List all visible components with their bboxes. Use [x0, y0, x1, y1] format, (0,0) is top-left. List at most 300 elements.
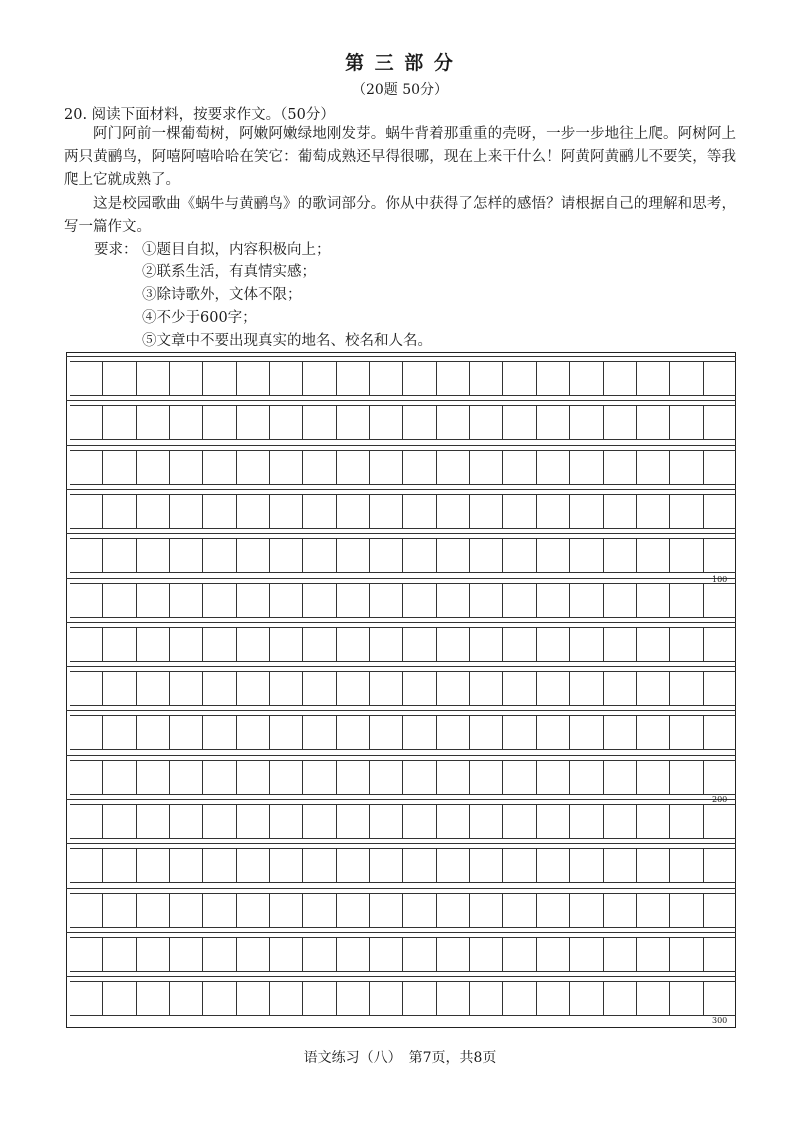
grid-cell[interactable]	[169, 982, 202, 1015]
grid-cell[interactable]	[603, 805, 636, 838]
grid-cell[interactable]	[402, 805, 435, 838]
grid-cell[interactable]	[669, 894, 702, 927]
grid-cell[interactable]	[269, 672, 302, 705]
grid-cell[interactable]	[603, 406, 636, 439]
grid-cell[interactable]	[536, 938, 569, 971]
grid-cell[interactable]	[269, 584, 302, 617]
grid-cell[interactable]	[603, 894, 636, 927]
grid-cell[interactable]	[502, 849, 535, 882]
grid-cell[interactable]	[669, 584, 702, 617]
grid-cell[interactable]	[102, 716, 135, 749]
grid-cell[interactable]	[269, 451, 302, 484]
grid-cell[interactable]	[436, 805, 469, 838]
grid-cell[interactable]	[136, 495, 169, 528]
grid-cell[interactable]	[102, 539, 135, 572]
grid-cell[interactable]	[202, 539, 235, 572]
grid-cell[interactable]	[369, 982, 402, 1015]
grid-cell[interactable]	[336, 406, 369, 439]
grid-cell[interactable]	[569, 451, 602, 484]
grid-cell[interactable]	[169, 672, 202, 705]
grid-cell[interactable]	[236, 849, 269, 882]
grid-cell[interactable]	[336, 628, 369, 661]
grid-cell[interactable]	[669, 805, 702, 838]
grid-cell[interactable]	[436, 451, 469, 484]
grid-cell[interactable]	[202, 584, 235, 617]
grid-cell[interactable]	[102, 584, 135, 617]
grid-cell[interactable]	[603, 628, 636, 661]
grid-cell[interactable]	[502, 761, 535, 794]
grid-cell[interactable]	[703, 805, 736, 838]
grid-cell[interactable]	[469, 716, 502, 749]
grid-cell[interactable]	[569, 406, 602, 439]
grid-cell[interactable]	[369, 672, 402, 705]
grid-cell[interactable]	[269, 362, 302, 395]
grid-cell[interactable]	[336, 716, 369, 749]
grid-cell[interactable]	[236, 716, 269, 749]
grid-cell[interactable]	[302, 849, 335, 882]
grid-cell[interactable]	[136, 982, 169, 1015]
grid-cell[interactable]	[669, 761, 702, 794]
grid-cell[interactable]	[102, 982, 135, 1015]
grid-cell[interactable]	[669, 628, 702, 661]
grid-cell[interactable]	[669, 672, 702, 705]
grid-cell[interactable]	[436, 849, 469, 882]
grid-cell[interactable]	[369, 628, 402, 661]
grid-cell[interactable]	[169, 938, 202, 971]
grid-cell[interactable]	[369, 805, 402, 838]
grid-cell[interactable]	[169, 849, 202, 882]
grid-cell[interactable]	[502, 716, 535, 749]
grid-cell[interactable]	[502, 495, 535, 528]
grid-cell[interactable]	[569, 628, 602, 661]
grid-cell[interactable]	[102, 495, 135, 528]
grid-cell[interactable]	[70, 406, 102, 439]
grid-cell[interactable]	[236, 539, 269, 572]
grid-cell[interactable]	[136, 362, 169, 395]
grid-cell[interactable]	[202, 894, 235, 927]
grid-cell[interactable]	[469, 406, 502, 439]
grid-cell[interactable]	[436, 628, 469, 661]
grid-cell[interactable]	[703, 982, 736, 1015]
grid-cell[interactable]	[536, 849, 569, 882]
grid-cell[interactable]	[136, 628, 169, 661]
grid-cell[interactable]	[703, 406, 736, 439]
grid-cell[interactable]	[269, 628, 302, 661]
grid-cell[interactable]	[369, 761, 402, 794]
grid-cell[interactable]	[502, 362, 535, 395]
grid-cell[interactable]	[469, 672, 502, 705]
grid-cell[interactable]	[603, 849, 636, 882]
grid-cell[interactable]	[102, 406, 135, 439]
grid-cell[interactable]	[536, 451, 569, 484]
grid-cell[interactable]	[269, 894, 302, 927]
grid-cell[interactable]	[402, 716, 435, 749]
grid-cell[interactable]	[202, 761, 235, 794]
grid-cell[interactable]	[603, 584, 636, 617]
grid-cell[interactable]	[236, 362, 269, 395]
grid-cell[interactable]	[369, 495, 402, 528]
grid-cell[interactable]	[336, 982, 369, 1015]
grid-cell[interactable]	[336, 362, 369, 395]
grid-cell[interactable]	[102, 805, 135, 838]
grid-cell[interactable]	[336, 451, 369, 484]
grid-cell[interactable]	[70, 628, 102, 661]
grid-cell[interactable]	[569, 849, 602, 882]
grid-cell[interactable]	[669, 495, 702, 528]
grid-cell[interactable]	[569, 672, 602, 705]
grid-cell[interactable]	[569, 584, 602, 617]
grid-cell[interactable]	[436, 761, 469, 794]
grid-cell[interactable]	[536, 362, 569, 395]
grid-cell[interactable]	[202, 849, 235, 882]
grid-cell[interactable]	[636, 761, 669, 794]
grid-cell[interactable]	[703, 849, 736, 882]
grid-cell[interactable]	[169, 716, 202, 749]
grid-cell[interactable]	[469, 805, 502, 838]
grid-cell[interactable]	[169, 539, 202, 572]
grid-cell[interactable]	[236, 672, 269, 705]
grid-cell[interactable]	[569, 716, 602, 749]
grid-cell[interactable]	[336, 938, 369, 971]
grid-cell[interactable]	[402, 982, 435, 1015]
grid-cell[interactable]	[402, 406, 435, 439]
grid-cell[interactable]	[302, 716, 335, 749]
grid-cell[interactable]	[469, 539, 502, 572]
grid-cell[interactable]	[236, 938, 269, 971]
grid-cell[interactable]	[603, 539, 636, 572]
grid-cell[interactable]	[669, 716, 702, 749]
grid-cell[interactable]	[269, 982, 302, 1015]
grid-cell[interactable]	[569, 539, 602, 572]
grid-cell[interactable]	[502, 938, 535, 971]
grid-cell[interactable]	[169, 495, 202, 528]
grid-cell[interactable]	[202, 805, 235, 838]
grid-cell[interactable]	[402, 672, 435, 705]
grid-cell[interactable]	[603, 938, 636, 971]
grid-cell[interactable]	[70, 938, 102, 971]
grid-cell[interactable]	[402, 761, 435, 794]
grid-cell[interactable]	[703, 362, 736, 395]
grid-cell[interactable]	[536, 539, 569, 572]
grid-cell[interactable]	[502, 672, 535, 705]
grid-cell[interactable]	[202, 406, 235, 439]
grid-cell[interactable]	[469, 982, 502, 1015]
grid-cell[interactable]	[169, 894, 202, 927]
grid-cell[interactable]	[302, 894, 335, 927]
grid-cell[interactable]	[236, 584, 269, 617]
grid-cell[interactable]	[402, 584, 435, 617]
grid-cell[interactable]	[469, 849, 502, 882]
grid-cell[interactable]	[136, 451, 169, 484]
grid-cell[interactable]	[102, 894, 135, 927]
grid-cell[interactable]	[269, 805, 302, 838]
grid-cell[interactable]	[703, 628, 736, 661]
grid-cell[interactable]	[536, 805, 569, 838]
grid-cell[interactable]	[269, 938, 302, 971]
grid-cell[interactable]	[436, 716, 469, 749]
grid-cell[interactable]	[603, 716, 636, 749]
grid-cell[interactable]	[402, 628, 435, 661]
grid-cell[interactable]	[402, 894, 435, 927]
grid-cell[interactable]	[536, 584, 569, 617]
grid-cell[interactable]	[436, 938, 469, 971]
grid-cell[interactable]	[703, 938, 736, 971]
grid-cell[interactable]	[703, 539, 736, 572]
grid-cell[interactable]	[536, 406, 569, 439]
grid-cell[interactable]	[70, 761, 102, 794]
grid-cell[interactable]	[703, 584, 736, 617]
grid-cell[interactable]	[236, 406, 269, 439]
grid-cell[interactable]	[336, 805, 369, 838]
grid-cell[interactable]	[102, 761, 135, 794]
grid-cell[interactable]	[502, 628, 535, 661]
grid-cell[interactable]	[202, 362, 235, 395]
grid-cell[interactable]	[603, 672, 636, 705]
grid-cell[interactable]	[636, 584, 669, 617]
grid-cell[interactable]	[70, 672, 102, 705]
grid-cell[interactable]	[436, 495, 469, 528]
grid-cell[interactable]	[169, 761, 202, 794]
grid-cell[interactable]	[302, 628, 335, 661]
grid-cell[interactable]	[703, 716, 736, 749]
grid-cell[interactable]	[402, 938, 435, 971]
grid-cell[interactable]	[202, 982, 235, 1015]
grid-cell[interactable]	[502, 451, 535, 484]
grid-cell[interactable]	[302, 982, 335, 1015]
grid-cell[interactable]	[236, 805, 269, 838]
grid-cell[interactable]	[70, 451, 102, 484]
grid-cell[interactable]	[502, 406, 535, 439]
grid-cell[interactable]	[703, 761, 736, 794]
grid-cell[interactable]	[302, 495, 335, 528]
grid-cell[interactable]	[636, 406, 669, 439]
grid-cell[interactable]	[169, 362, 202, 395]
grid-cell[interactable]	[502, 982, 535, 1015]
grid-cell[interactable]	[469, 362, 502, 395]
grid-cell[interactable]	[569, 805, 602, 838]
grid-cell[interactable]	[436, 894, 469, 927]
grid-cell[interactable]	[236, 982, 269, 1015]
grid-cell[interactable]	[469, 761, 502, 794]
grid-cell[interactable]	[236, 495, 269, 528]
grid-cell[interactable]	[136, 406, 169, 439]
grid-cell[interactable]	[269, 539, 302, 572]
grid-cell[interactable]	[236, 628, 269, 661]
grid-cell[interactable]	[302, 451, 335, 484]
grid-cell[interactable]	[102, 849, 135, 882]
grid-cell[interactable]	[136, 849, 169, 882]
grid-cell[interactable]	[70, 495, 102, 528]
grid-cell[interactable]	[336, 672, 369, 705]
grid-cell[interactable]	[302, 938, 335, 971]
grid-cell[interactable]	[236, 451, 269, 484]
grid-cell[interactable]	[636, 938, 669, 971]
grid-cell[interactable]	[169, 805, 202, 838]
grid-cell[interactable]	[569, 495, 602, 528]
grid-cell[interactable]	[302, 584, 335, 617]
grid-cell[interactable]	[536, 982, 569, 1015]
grid-cell[interactable]	[169, 451, 202, 484]
grid-cell[interactable]	[636, 894, 669, 927]
grid-cell[interactable]	[369, 539, 402, 572]
grid-cell[interactable]	[302, 672, 335, 705]
grid-cell[interactable]	[102, 938, 135, 971]
grid-cell[interactable]	[236, 894, 269, 927]
grid-cell[interactable]	[269, 406, 302, 439]
grid-cell[interactable]	[603, 451, 636, 484]
grid-cell[interactable]	[502, 805, 535, 838]
grid-cell[interactable]	[369, 406, 402, 439]
grid-cell[interactable]	[136, 761, 169, 794]
grid-cell[interactable]	[70, 584, 102, 617]
grid-cell[interactable]	[402, 849, 435, 882]
grid-cell[interactable]	[636, 628, 669, 661]
grid-cell[interactable]	[336, 495, 369, 528]
grid-cell[interactable]	[136, 672, 169, 705]
grid-cell[interactable]	[669, 362, 702, 395]
grid-cell[interactable]	[369, 894, 402, 927]
grid-cell[interactable]	[202, 495, 235, 528]
grid-cell[interactable]	[169, 628, 202, 661]
grid-cell[interactable]	[336, 894, 369, 927]
grid-cell[interactable]	[636, 672, 669, 705]
grid-cell[interactable]	[469, 894, 502, 927]
grid-cell[interactable]	[469, 938, 502, 971]
grid-cell[interactable]	[469, 495, 502, 528]
grid-cell[interactable]	[436, 539, 469, 572]
grid-cell[interactable]	[202, 628, 235, 661]
grid-cell[interactable]	[336, 584, 369, 617]
grid-cell[interactable]	[669, 849, 702, 882]
grid-cell[interactable]	[336, 539, 369, 572]
grid-cell[interactable]	[302, 362, 335, 395]
grid-cell[interactable]	[436, 672, 469, 705]
grid-cell[interactable]	[302, 406, 335, 439]
grid-cell[interactable]	[269, 849, 302, 882]
grid-cell[interactable]	[502, 584, 535, 617]
grid-cell[interactable]	[102, 362, 135, 395]
grid-cell[interactable]	[136, 805, 169, 838]
grid-cell[interactable]	[169, 406, 202, 439]
grid-cell[interactable]	[703, 451, 736, 484]
grid-cell[interactable]	[136, 584, 169, 617]
grid-cell[interactable]	[469, 451, 502, 484]
grid-cell[interactable]	[436, 982, 469, 1015]
grid-cell[interactable]	[369, 849, 402, 882]
grid-cell[interactable]	[102, 628, 135, 661]
grid-cell[interactable]	[536, 716, 569, 749]
grid-cell[interactable]	[636, 716, 669, 749]
grid-cell[interactable]	[636, 362, 669, 395]
grid-cell[interactable]	[603, 362, 636, 395]
grid-cell[interactable]	[402, 495, 435, 528]
grid-cell[interactable]	[269, 716, 302, 749]
grid-cell[interactable]	[202, 672, 235, 705]
grid-cell[interactable]	[202, 938, 235, 971]
grid-cell[interactable]	[569, 362, 602, 395]
grid-cell[interactable]	[402, 539, 435, 572]
grid-cell[interactable]	[436, 406, 469, 439]
grid-cell[interactable]	[636, 451, 669, 484]
grid-cell[interactable]	[102, 672, 135, 705]
grid-cell[interactable]	[136, 716, 169, 749]
grid-cell[interactable]	[636, 849, 669, 882]
grid-cell[interactable]	[336, 761, 369, 794]
grid-cell[interactable]	[603, 495, 636, 528]
grid-cell[interactable]	[569, 938, 602, 971]
grid-cell[interactable]	[636, 495, 669, 528]
grid-cell[interactable]	[369, 584, 402, 617]
grid-cell[interactable]	[302, 761, 335, 794]
grid-cell[interactable]	[70, 716, 102, 749]
grid-cell[interactable]	[502, 894, 535, 927]
grid-cell[interactable]	[336, 849, 369, 882]
grid-cell[interactable]	[569, 761, 602, 794]
grid-cell[interactable]	[269, 761, 302, 794]
grid-cell[interactable]	[536, 672, 569, 705]
grid-cell[interactable]	[70, 894, 102, 927]
grid-cell[interactable]	[569, 894, 602, 927]
grid-cell[interactable]	[369, 451, 402, 484]
grid-cell[interactable]	[536, 495, 569, 528]
grid-cell[interactable]	[536, 894, 569, 927]
grid-cell[interactable]	[669, 938, 702, 971]
grid-cell[interactable]	[669, 539, 702, 572]
grid-cell[interactable]	[70, 539, 102, 572]
grid-cell[interactable]	[469, 628, 502, 661]
grid-cell[interactable]	[669, 406, 702, 439]
grid-cell[interactable]	[236, 761, 269, 794]
grid-cell[interactable]	[70, 982, 102, 1015]
grid-cell[interactable]	[402, 451, 435, 484]
grid-cell[interactable]	[536, 628, 569, 661]
grid-cell[interactable]	[669, 451, 702, 484]
grid-cell[interactable]	[169, 584, 202, 617]
grid-cell[interactable]	[136, 539, 169, 572]
grid-cell[interactable]	[603, 761, 636, 794]
grid-cell[interactable]	[369, 938, 402, 971]
grid-cell[interactable]	[436, 362, 469, 395]
grid-cell[interactable]	[703, 672, 736, 705]
grid-cell[interactable]	[436, 584, 469, 617]
grid-cell[interactable]	[136, 938, 169, 971]
grid-cell[interactable]	[302, 805, 335, 838]
grid-cell[interactable]	[369, 362, 402, 395]
grid-cell[interactable]	[202, 451, 235, 484]
grid-cell[interactable]	[469, 584, 502, 617]
grid-cell[interactable]	[502, 539, 535, 572]
grid-cell[interactable]	[402, 362, 435, 395]
grid-cell[interactable]	[536, 761, 569, 794]
grid-cell[interactable]	[202, 716, 235, 749]
grid-cell[interactable]	[70, 805, 102, 838]
grid-cell[interactable]	[70, 849, 102, 882]
grid-cell[interactable]	[703, 894, 736, 927]
grid-cell[interactable]	[136, 894, 169, 927]
grid-cell[interactable]	[703, 495, 736, 528]
grid-cell[interactable]	[636, 982, 669, 1015]
grid-cell[interactable]	[669, 982, 702, 1015]
grid-cell[interactable]	[636, 539, 669, 572]
grid-cell[interactable]	[269, 495, 302, 528]
grid-cell[interactable]	[603, 982, 636, 1015]
grid-cell[interactable]	[636, 805, 669, 838]
grid-cell[interactable]	[302, 539, 335, 572]
grid-cell[interactable]	[569, 982, 602, 1015]
grid-cell[interactable]	[369, 716, 402, 749]
grid-cell[interactable]	[70, 362, 102, 395]
grid-cell[interactable]	[102, 451, 135, 484]
